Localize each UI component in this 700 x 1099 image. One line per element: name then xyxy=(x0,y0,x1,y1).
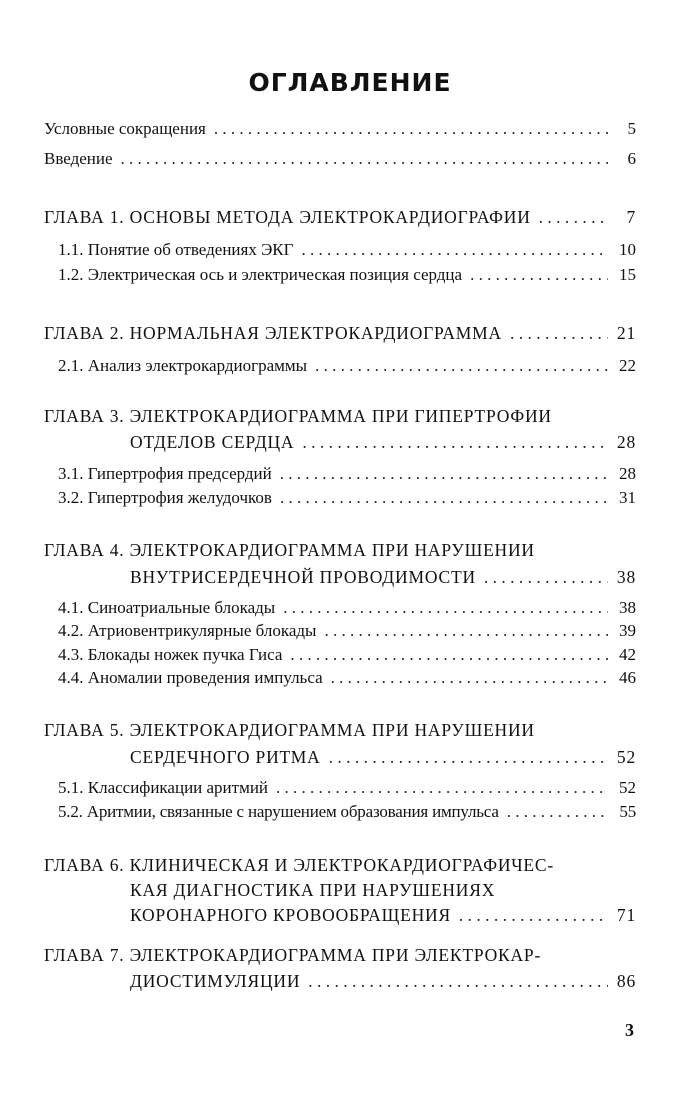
toc-chapter-6-line1[interactable]: ГЛАВА 6. КЛИНИЧЕСКАЯ И ЭЛЕКТРОКАРДИОГРАФИЧЕС- xyxy=(44,855,555,875)
toc-section-2-1[interactable] xyxy=(58,355,636,377)
dot-leader xyxy=(276,777,608,799)
chapter-title: ГЛАВА 1. ОСНОВЫ МЕТОДА ЭЛЕКТРОКАРДИОГРАФИИ xyxy=(44,207,531,227)
dot-leader xyxy=(290,644,608,666)
entry-label: 4.2. Атриовентрикулярные блокады xyxy=(58,621,317,640)
entry-page: 28 xyxy=(619,464,636,483)
toc-section-4-2[interactable] xyxy=(58,620,636,642)
chapter-title-cont: СЕРДЕЧНОГО РИТМА xyxy=(130,747,321,767)
chapter-title-cont: КОРОНАРНОГО КРОВООБРАЩЕНИЯ xyxy=(130,905,451,925)
entry-page: 52 xyxy=(616,747,636,767)
entry-page: 55 xyxy=(619,802,636,821)
toc-entry-introduction[interactable] xyxy=(44,148,636,170)
dot-leader xyxy=(510,322,608,344)
chapter-title-cont: ДИОСТИМУЛЯЦИИ xyxy=(130,971,301,991)
entry-label: 2.1. Анализ электрокардиограммы xyxy=(58,356,308,375)
entry-page: 46 xyxy=(619,668,636,687)
toc-chapter-2[interactable] xyxy=(44,322,636,344)
toc-section-3-2[interactable] xyxy=(58,487,636,509)
entry-label: 3.1. Гипертрофия предсердий xyxy=(58,464,272,483)
entry-label: Введение xyxy=(44,149,113,168)
entry-page: 15 xyxy=(619,265,636,284)
dot-leader xyxy=(329,746,608,768)
entry-page: 86 xyxy=(616,971,636,991)
page-title: ОГЛАВЛЕНИЕ xyxy=(248,68,452,97)
dot-leader xyxy=(308,970,608,992)
toc-chapter-1[interactable] xyxy=(44,206,636,228)
entry-label: 4.4. Аномалии проведения импульса xyxy=(58,668,323,687)
toc-chapter-3[interactable] xyxy=(130,431,636,453)
entry-page: 42 xyxy=(619,645,636,664)
page-number: 3 xyxy=(625,1020,634,1040)
toc-section-5-1[interactable] xyxy=(58,777,636,799)
toc-chapter-3-line1[interactable]: ГЛАВА 3. ЭЛЕКТРОКАРДИОГРАММА ПРИ ГИПЕРТРОФИИ xyxy=(44,406,552,426)
dot-leader xyxy=(484,566,608,588)
entry-label: 1.1. Понятие об отведениях ЭКГ xyxy=(58,240,294,259)
toc-section-1-1[interactable] xyxy=(58,239,636,261)
entry-label: 3.2. Гипертрофия желудочков xyxy=(58,488,272,507)
entry-page: 22 xyxy=(619,356,636,375)
dot-leader xyxy=(280,463,608,485)
dot-leader xyxy=(301,239,608,261)
dot-leader xyxy=(507,801,608,823)
entry-page: 6 xyxy=(627,149,636,168)
toc-chapter-4[interactable] xyxy=(130,566,636,588)
entry-page: 28 xyxy=(616,432,636,452)
entry-page: 38 xyxy=(619,598,636,617)
dot-leader xyxy=(302,431,608,453)
dot-leader xyxy=(324,620,608,642)
toc-section-4-4[interactable] xyxy=(58,667,636,689)
toc-chapter-6[interactable] xyxy=(130,904,636,926)
dot-leader xyxy=(121,148,608,170)
entry-label: 5.1. Классификации аритмий xyxy=(58,778,269,797)
entry-page: 5 xyxy=(627,119,636,138)
entry-page: 21 xyxy=(616,323,636,343)
entry-label: Условные сокращения xyxy=(44,119,206,138)
toc-section-3-1[interactable] xyxy=(58,463,636,485)
dot-leader xyxy=(280,487,608,509)
toc-chapter-7[interactable] xyxy=(130,970,636,992)
dot-leader xyxy=(315,355,608,377)
entry-page: 31 xyxy=(619,488,636,507)
entry-label: 4.3. Блокады ножек пучка Гиса xyxy=(58,645,283,664)
entry-label: 5.2. Аритмии, связанные с нарушением образования импульса xyxy=(58,802,499,821)
chapter-title-cont: ОТДЕЛОВ СЕРДЦА xyxy=(130,432,295,452)
dot-leader xyxy=(459,904,608,926)
chapter-title-cont: ВНУТРИСЕРДЕЧНОЙ ПРОВОДИМОСТИ xyxy=(130,567,476,587)
dot-leader xyxy=(331,667,608,689)
toc-section-1-2[interactable] xyxy=(58,264,636,286)
toc-chapter-4-line1[interactable]: ГЛАВА 4. ЭЛЕКТРОКАРДИОГРАММА ПРИ НАРУШЕНИИ xyxy=(44,540,535,560)
entry-label: 1.2. Электрическая ось и электрическая позиция сердца xyxy=(58,265,463,284)
toc-chapter-5-line1[interactable]: ГЛАВА 5. ЭЛЕКТРОКАРДИОГРАММА ПРИ НАРУШЕНИИ xyxy=(44,720,535,740)
toc-entry-abbreviations[interactable] xyxy=(44,118,636,140)
entry-page: 39 xyxy=(619,621,636,640)
dot-leader xyxy=(214,118,608,140)
toc-chapter-6-line2[interactable]: КАЯ ДИАГНОСТИКА ПРИ НАРУШЕНИЯХ xyxy=(130,880,496,900)
toc-section-4-3[interactable] xyxy=(58,644,636,666)
entry-page: 52 xyxy=(619,778,636,797)
dot-leader xyxy=(470,264,608,286)
toc-chapter-7-line1[interactable]: ГЛАВА 7. ЭЛЕКТРОКАРДИОГРАММА ПРИ ЭЛЕКТРОКАР- xyxy=(44,945,542,965)
toc-chapter-5[interactable] xyxy=(130,746,636,768)
entry-label: 4.1. Синоатриальные блокады xyxy=(58,598,276,617)
toc-section-5-2[interactable] xyxy=(58,801,636,823)
dot-leader xyxy=(283,597,608,619)
toc-section-4-1[interactable] xyxy=(58,597,636,619)
dot-leader xyxy=(539,206,608,228)
entry-page: 10 xyxy=(619,240,636,259)
entry-page: 71 xyxy=(616,905,636,925)
entry-page: 38 xyxy=(616,567,636,587)
entry-page: 7 xyxy=(626,207,636,227)
chapter-title: ГЛАВА 2. НОРМАЛЬНАЯ ЭЛЕКТРОКАРДИОГРАММА xyxy=(44,323,502,343)
